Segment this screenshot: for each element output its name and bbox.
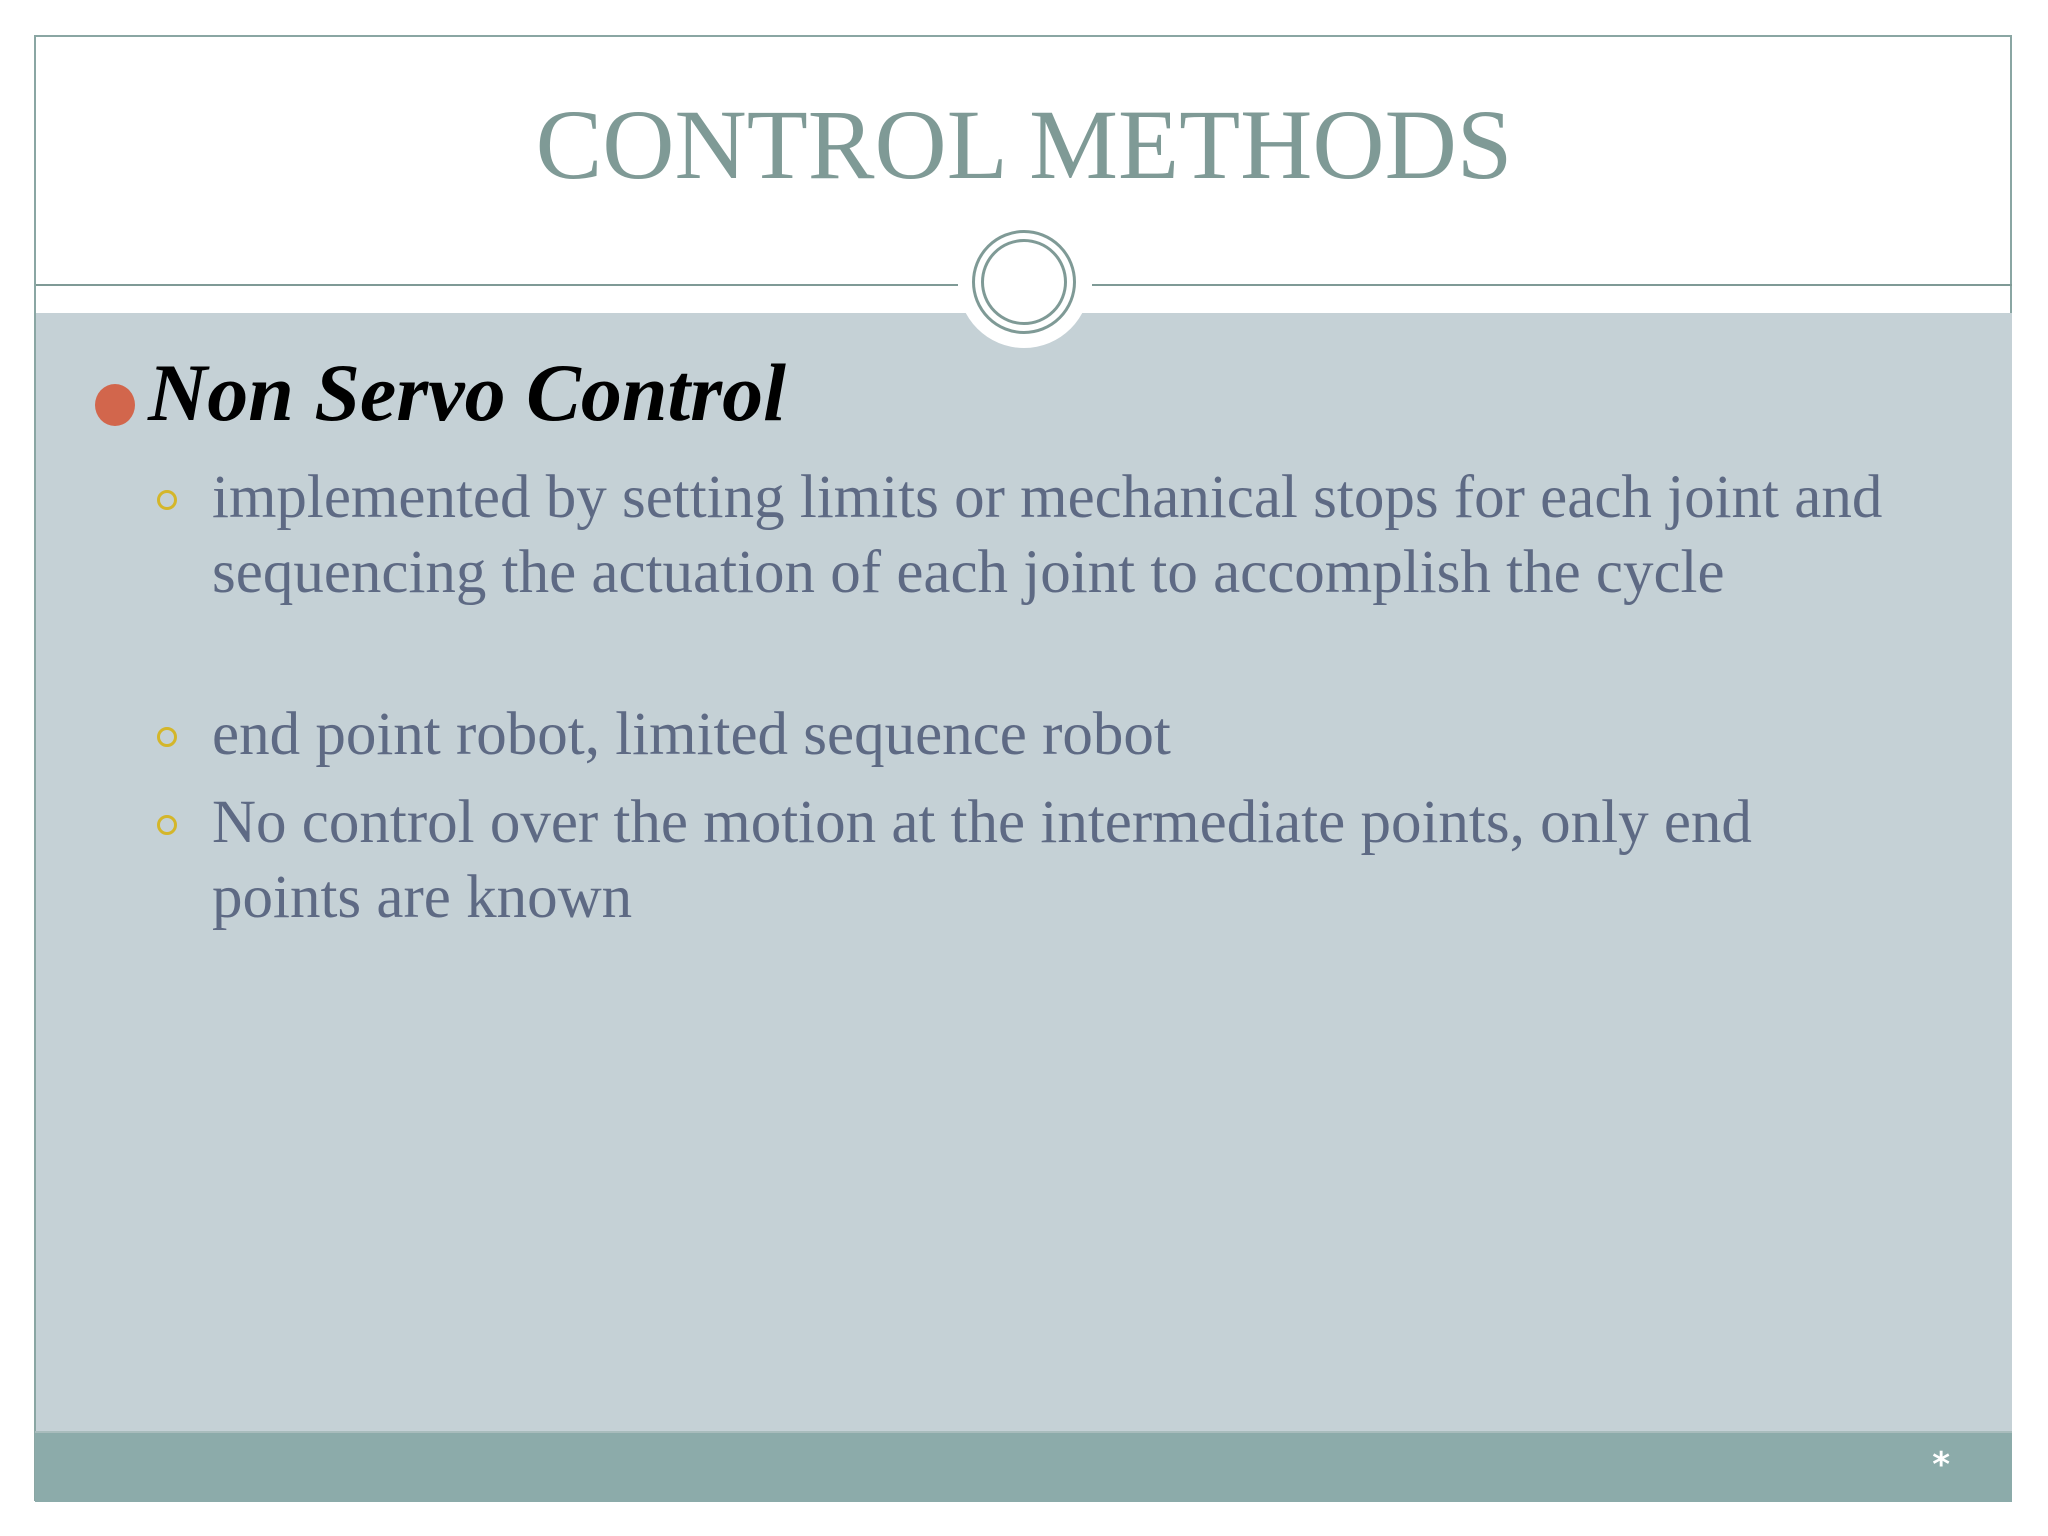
slide-footer [35, 1431, 2012, 1502]
bullet-text: No control over the motion at the intermediate points, only end points are known [212, 789, 1752, 931]
section-heading: Non Servo Control [148, 347, 786, 438]
bullet-dot-icon [95, 384, 135, 426]
ornament-circle-inner-icon [981, 239, 1067, 325]
bullet-text: end point robot, limited sequence robot [212, 701, 1171, 768]
header-divider-left [36, 284, 958, 286]
sub-bullet-ring-icon [157, 490, 177, 510]
slide-title: CONTROL METHODS [535, 89, 1513, 200]
sub-bullet-ring-icon [157, 815, 177, 835]
slide-number: * [1932, 1445, 1950, 1485]
header-divider-right [1092, 284, 2012, 286]
bullet-text: implemented by setting limits or mechanical stops for each joint and sequencing the actuation of each joint to accomplish the cycle [212, 464, 1883, 606]
sub-bullet-ring-icon [157, 727, 177, 747]
